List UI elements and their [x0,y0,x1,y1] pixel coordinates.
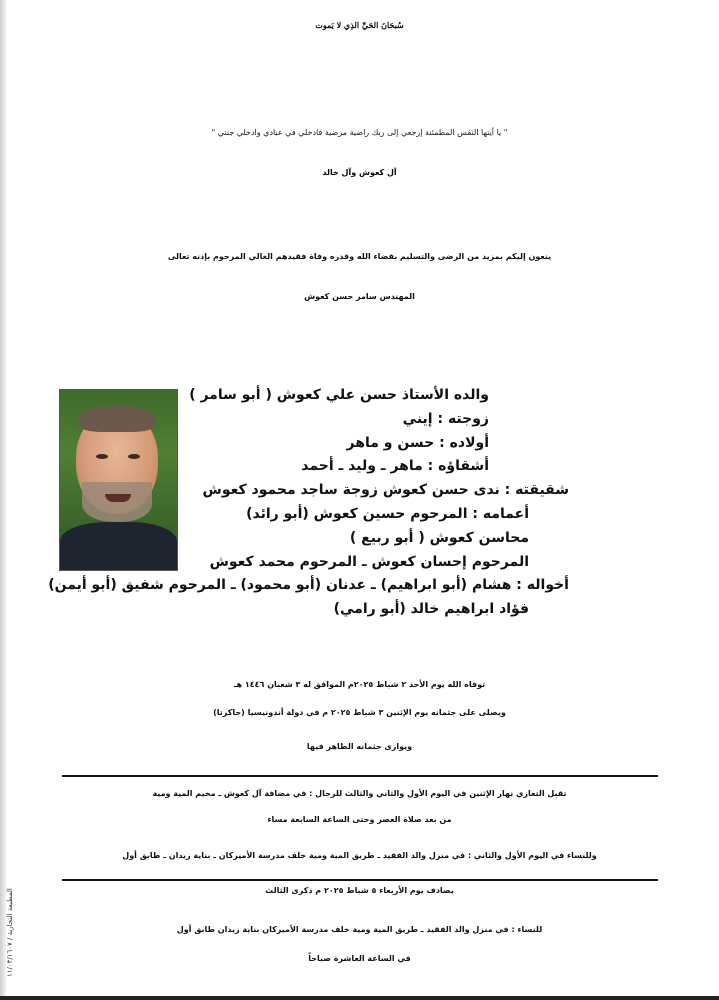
deceased-name: المهندس سامر حسن كعوش [304,292,415,301]
relative-father: والده الأستاذ حسن علي كعوش ( أبو سامر ) [189,387,489,403]
divider [62,879,658,881]
quran-verse: " يا أيتها النفس المطمئنة إرجعي إلى ربك راضية مرضية فادخلي في عبادي وادخلي جنتي " [211,128,508,137]
condolences-men-time: من بعد صلاة العصر وحتى الساعة السابعة مساء [267,815,452,824]
burial-note: ويوارى جثمانه الطاهر فيها [306,742,413,751]
relative-uncles-3: المرحوم إحسان كعوش ـ المرحوم محمد كعوش [209,553,529,570]
relatives-list [48,384,569,622]
relative-wife: زوجته : إيني [402,410,489,427]
relative-sister: شقيقته : ندى حسن كعوش زوجة ساجد محمود كعوش [202,482,569,499]
relative-brothers: أشقاؤه : ماهر ـ وليد ـ أحمد [301,458,489,475]
calligraphy-heading: سُبحَانَ الحَيِّ الذِي لا يَموت [315,20,404,30]
family-name-heading: آل كعوش وآل خالد [322,168,397,177]
relative-maternal-uncles: أخواله : هشام (أبو ابراهيم) ـ عدنان (أبو محمود) ـ المرحوم شفيق (أبو أيمن) [48,577,569,594]
bottom-border [0,996,719,1000]
printer-tag: المطبعة التجارية / ١١/٠٣/١٦٠٧ [6,888,14,978]
condolences-women: وللنساء في اليوم الأول والثاني : في منزل والد الفقيد ـ طريق المية ومية خلف مدرسة الأميركان ـ بناية زيدان ـ طابق أول [122,851,597,860]
condolences-men: تقبل التعازي نهار الإثنين في اليوم الأول والثاني والثالث للرجال : في مضافة آل كعوش ـ مخيم المية ومية [152,789,567,798]
paper-edge [0,0,6,1000]
memorial-date: يصادف يوم الأربعاء ٥ شباط ٢٠٢٥ م ذكرى الثالث [265,886,454,895]
memorial-women: للنساء : في منزل والد الفقيد ـ طريق المية ومية خلف مدرسة الأميركان بناية زيدان طابق أول [176,925,543,934]
relative-maternal-uncles-2: فؤاد ابراهيم خالد (أبو رامي) [333,601,529,618]
relative-uncles: أعمامه : المرحوم حسين كعوش (أبو رائد) [246,505,529,522]
divider [62,775,658,777]
relative-uncles-2: محاسن كعوش ( أبو ربيع ) [349,529,529,546]
relative-children: أولاده : حسن و ماهر [346,434,489,451]
funeral-prayer: ويصلى على جثمانه يوم الإثنين ٣ شباط ٢٠٢٥ م في دولة أندونيسيا (جاكرتا) [213,708,506,717]
announcement-text: ينعون إليكم بمزيد من الرضى والتسليم بقضاء الله وقدره وفاة فقيدهم الغالي المرحوم بإذنه تعالى [167,252,552,261]
memorial-time: في الساعة العاشرة صباحاً [308,954,411,963]
death-date: توفاه الله يوم الأحد ٢ شباط ٢٠٢٥م الموافق له ٣ شعبان ١٤٤٦ هـ [233,680,486,689]
